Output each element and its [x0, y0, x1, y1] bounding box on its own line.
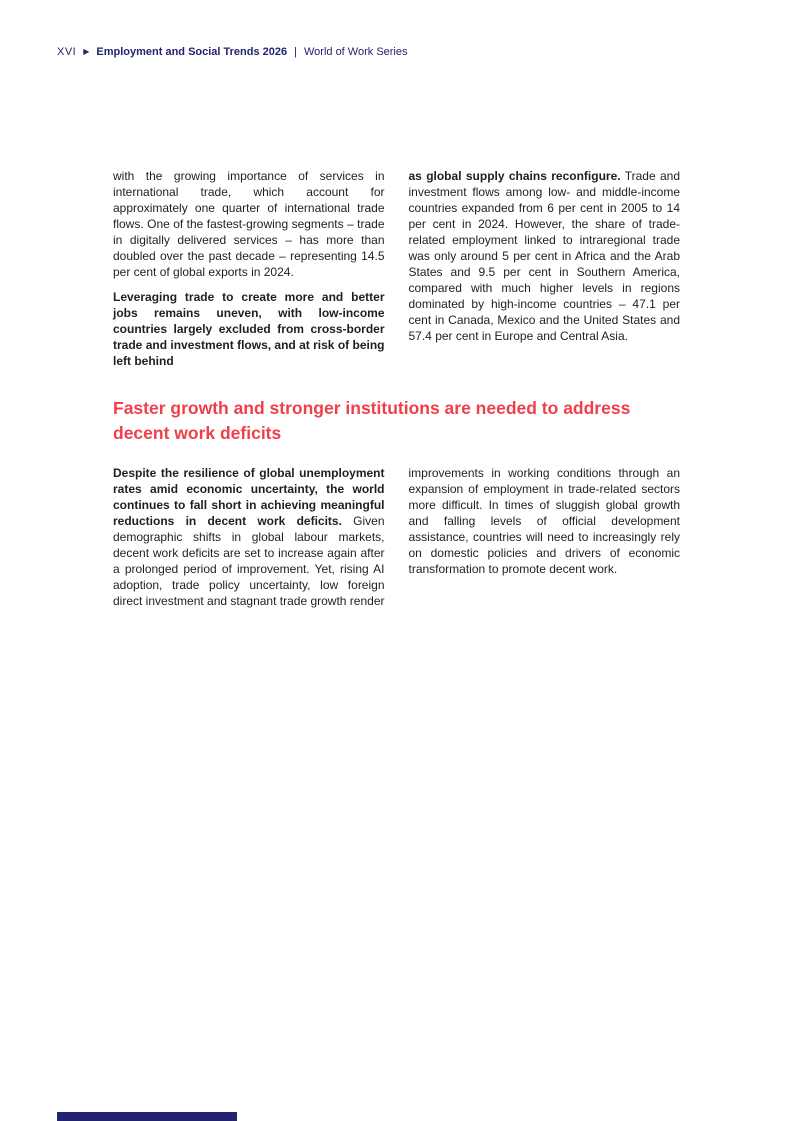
text-columns-section-2	[113, 465, 680, 609]
text-columns-section-1	[113, 168, 680, 369]
header-separator: |	[294, 46, 297, 58]
paragraph	[409, 168, 681, 344]
page-number: XVI	[57, 46, 77, 58]
report-title: Employment and Social Trends 2026	[96, 46, 288, 58]
footer-color-block	[57, 1112, 237, 1121]
paragraph-text: improvements in working conditions through an expansion of employment in trade-related sectors more difficult. In times of sluggish global growth and falling levels of official development assistance, countries will need to increasingly rely on domestic policies and drivers of economic transformation to promote decent work.	[408, 466, 680, 576]
series-subtitle: World of Work Series	[303, 46, 408, 58]
section-heading: Faster growth and stronger institutions are needed to address decent work deficits	[113, 398, 631, 443]
paragraph	[113, 168, 385, 280]
arrow-right-icon: ▶	[83, 46, 90, 56]
paragraph-text: Given demographic shifts in global labour markets, decent work deficits are set to increase again after a prolonged period of improvement. Yet, rising AI adoption, trade policy uncertainty, low foreign direct investment and stagnant trade growth render	[113, 514, 385, 608]
left-column	[113, 465, 385, 609]
left-column	[113, 168, 385, 369]
right-column	[409, 168, 681, 369]
paragraph-bold-lead: as global supply chains reconfigure.	[408, 169, 621, 183]
paragraph-text: Trade and investment flows among low- and middle-income countries expanded from 6 per cent in 2005 to 14 per cent in 2024. However, the share of trade-related employment linked to intraregional trade was only around 5 per cent in Africa and the Arab States and 9.5 per cent in Southern America, compared with much higher levels in regions dominated by high-income countries – 47.1 per cent in Canada, Mexico and the United States and 57.4 per cent in Europe and Central Asia.	[408, 169, 680, 343]
paragraph	[113, 465, 385, 609]
paragraph	[113, 289, 385, 369]
paragraph-bold-lead: Despite the resilience of global unemployment rates amid economic uncertainty, the world continues to fall short in achieving meaningful reductions in decent work deficits.	[113, 466, 385, 528]
paragraph-bold-text: Leveraging trade to create more and better jobs remains uneven, with low-income countries largely excluded from cross-border trade and investment flows, and at risk of being left behind	[113, 290, 385, 368]
paragraph	[409, 465, 681, 577]
page-content	[113, 168, 680, 609]
paragraph-text: with the growing importance of services in international trade, which account for approximately one quarter of international trade flows. One of the fastest-growing segments – trade in digitally delivered services – has more than doubled over the past decade – representing 14.5 per cent of global exports in 2024.	[113, 169, 385, 279]
right-column	[409, 465, 681, 609]
page-header	[57, 46, 408, 58]
